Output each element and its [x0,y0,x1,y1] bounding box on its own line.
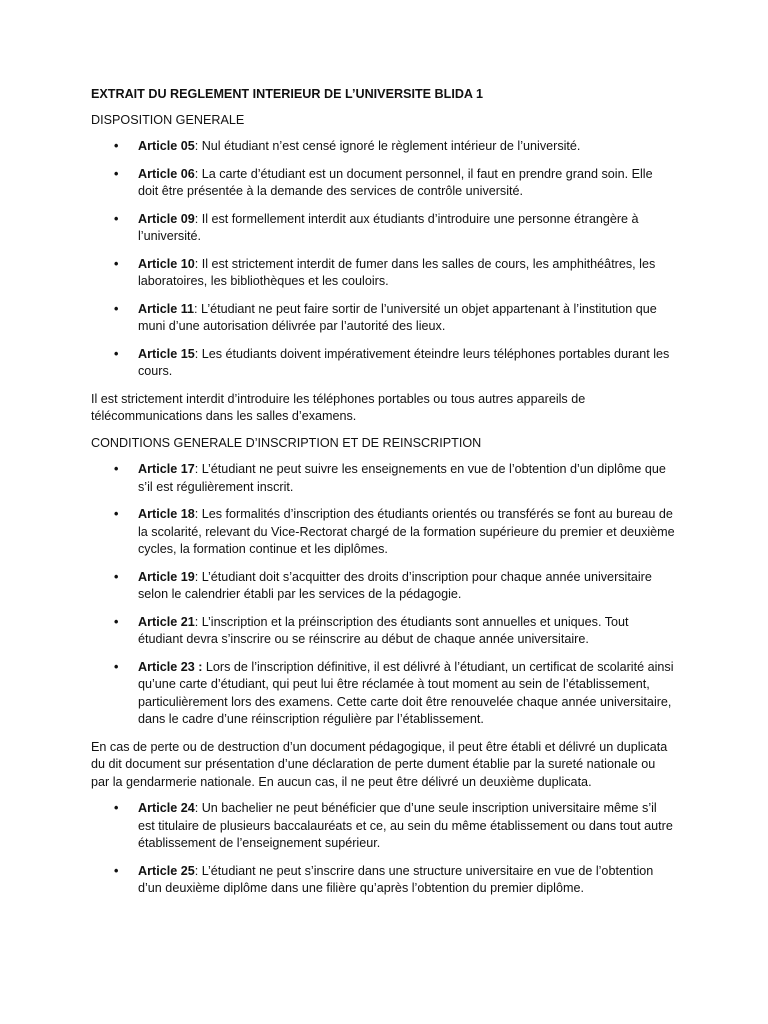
article-label: Article 15 [138,346,195,361]
bullet-icon: • [114,569,119,584]
article-text: Lors de l’inscription définitive, il est délivré à l’étudiant, un certificat de scolarité ainsi qu’une carte d’étudiant, qui peut lui être réclamée à tout moment au sein de l’établissement, particulièrement lors des examens. Cette carte doit être renouvelée chaque année universitaire, dans le cadre d’une réinscription régulière par l’établissement. [138,659,674,726]
duplicata-paragraph: En cas de perte ou de destruction d’un document pédagogique, il peut être établi et délivré un duplicata du dit document sur présentation d’une déclaration de perte dument établie par la sureté nationale ou par la gendarmerie nationale. En aucun cas, il ne peut être délivré un deuxième duplicata. [91,739,668,789]
article-label: Article 19 [138,569,195,584]
article-list-item [91,211,676,246]
article-text: : L’étudiant ne peut s’inscrire dans une structure universitaire en vue de l’obtention d’un deuxième diplôme dans une filière qu’après l’obtention du premier diplôme. [138,863,654,895]
article-list-item [91,569,676,604]
article-text: : L’étudiant ne peut suivre les enseignements en vue de l’obtention d’un diplôme que s’il est régulièrement inscrit. [138,462,666,494]
bullet-icon: • [114,256,119,271]
article-list-inscription-more [91,800,676,898]
bullet-icon: • [114,139,119,153]
article-label: Article 11 [138,301,195,316]
article-list-disposition [91,138,676,381]
phones-exam-paragraph: Il est strictement interdit d’introduire les téléphones portables ou tous autres appareils de télécommunications dans les salles d’examens. [91,391,586,423]
article-text: : Les étudiants doivent impérativement éteindre leurs téléphones portables durant les cours. [138,346,670,378]
section-heading-inscription: CONDITIONS GENERALE D’INSCRIPTION ET DE REINSCRIPTION [91,435,482,450]
article-list-item [91,800,676,853]
article-list-item [91,506,676,559]
article-label: Article 10 [138,256,195,271]
article-list-item [91,138,676,156]
article-list-item [91,256,676,291]
section-heading-disposition: DISPOSITION GENERALE [91,112,245,127]
article-list-item [91,863,676,898]
article-label: Article 05 [138,139,195,153]
bullet-icon: • [114,166,119,181]
bullet-icon: • [114,801,119,815]
article-label: Article 09 [138,211,195,226]
article-text: : L’étudiant doit s’acquitter des droits d’inscription pour chaque année universitaire selon le calendrier établi par les services de la pédagogie. [138,569,652,601]
bullet-icon: • [114,346,119,361]
article-label: Article 06 [138,166,195,181]
article-text: : Un bachelier ne peut bénéficier que d’une seule inscription universitaire même s’il est titulaire de plusieurs baccalauréats et ce, au sein du même établissement ou dans tout autre établissement de l’enseignement supérieur. [138,801,673,850]
bullet-icon: • [114,659,119,674]
article-text: : L’inscription et la préinscription des étudiants sont annuelles et uniques. Tout étudiant devra s’inscrire ou se réinscrire au début de chaque année universitaire. [138,614,629,646]
article-text: : Nul étudiant n’est censé ignoré le règlement intérieur de l’université. [194,139,581,153]
article-text: : Les formalités d’inscription des étudiants orientés ou transférés se font au bureau de la scolarité, relevant du Vice-Rectorat chargé de la formation supérieure du premier et deuxième cycles, la formation continue et les diplômes. [138,507,675,556]
bullet-icon: • [114,507,119,521]
article-label: Article 23 : [138,659,203,674]
article-list-item [91,346,676,381]
article-list-item [91,166,676,201]
article-text: : L’étudiant ne peut faire sortir de l’université un objet appartenant à l’institution que muni d’une autorisation délivrée par l’autorité des lieux. [138,301,657,333]
article-text: : La carte d’étudiant est un document personnel, il faut en prendre grand soin. Elle doit être présentée à la demande des services de contrôle université. [138,166,653,198]
article-label: Article 18 [138,507,195,521]
bullet-icon: • [114,462,119,476]
bullet-icon: • [114,211,119,226]
article-list-item [91,301,676,336]
bullet-icon: • [114,863,119,878]
article-list-inscription [91,461,676,729]
article-list-item [91,659,676,729]
article-label: Article 17 [138,462,195,476]
article-label: Article 24 [138,801,195,815]
bullet-icon: • [114,614,119,629]
article-text: : Il est strictement interdit de fumer dans les salles de cours, les amphithéâtres, les laboratoires, les bibliothèques et les couloirs. [138,256,656,288]
article-text: : Il est formellement interdit aux étudiants d’introduire une personne étrangère à l’université. [138,211,639,243]
article-label: Article 21 [138,614,195,629]
document-title: EXTRAIT DU REGLEMENT INTERIEUR DE L’UNIVERSITE BLIDA 1 [91,87,484,101]
bullet-icon: • [114,301,119,316]
article-list-item [91,614,676,649]
article-label: Article 25 [138,863,195,878]
article-list-item [91,461,676,496]
